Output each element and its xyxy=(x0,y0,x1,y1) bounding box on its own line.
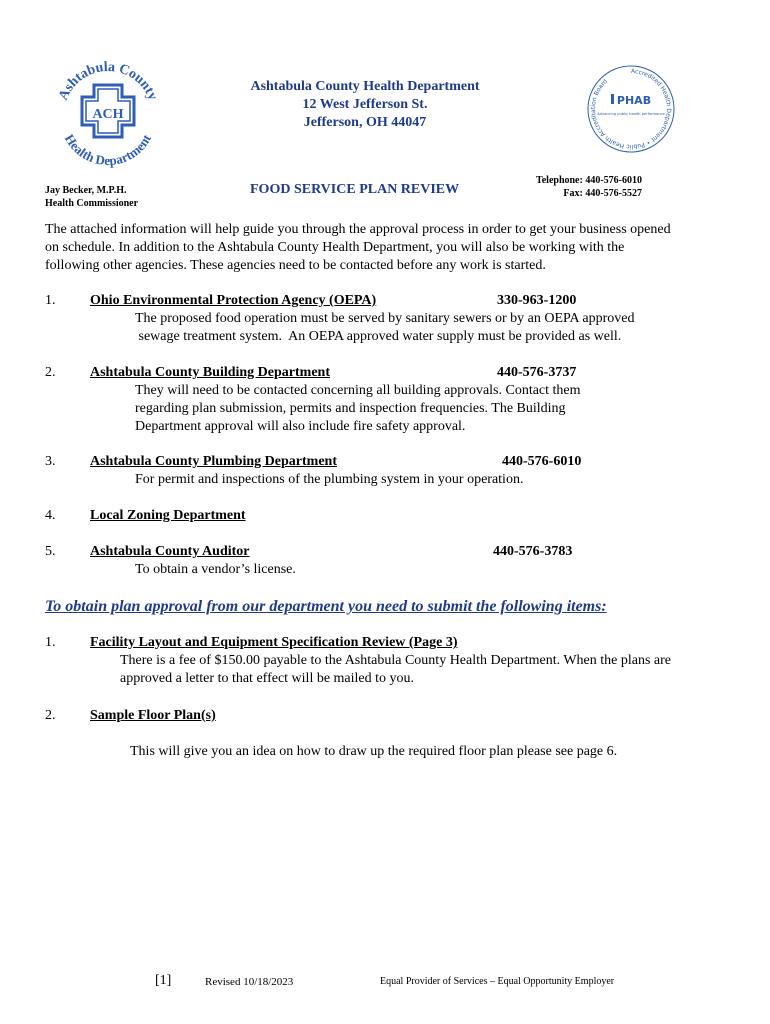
contact-block xyxy=(480,174,642,200)
seal-top-text: Ashtabula County xyxy=(56,59,160,103)
agency-name: Ashtabula County Auditor xyxy=(90,544,250,559)
document-title: FOOD SERVICE PLAN REVIEW xyxy=(250,182,460,197)
desc-line: They will need to be contacted concerning all building approvals. Contact them xyxy=(135,383,581,398)
intro-line: The attached information will help guide you through the approval process in order to get your business opened xyxy=(45,222,671,237)
telephone-number: Telephone: 440-576-6010 xyxy=(535,175,642,186)
agency-phone: 440-576-3783 xyxy=(493,544,573,559)
agency-desc xyxy=(135,561,296,579)
agency-name: Ashtabula County Building Department xyxy=(90,365,330,380)
item-number: 1. xyxy=(45,635,56,650)
intro-line: following other agencies. These agencies need to be contacted before any work is started. xyxy=(45,258,546,273)
item-number: 5. xyxy=(45,544,56,559)
phab-logo xyxy=(585,63,677,155)
desc-line: This will give you an idea on how to draw up the required floor plan please see page 6. xyxy=(130,744,618,759)
agency-phone: 330-963-1200 xyxy=(497,293,577,308)
item-name: Sample Floor Plan(s) xyxy=(90,708,216,723)
seal-monogram: ACH xyxy=(92,107,124,122)
header-address xyxy=(200,78,530,132)
item-number: 4. xyxy=(45,508,56,523)
header-org-name: Ashtabula County Health Department xyxy=(250,79,480,94)
agency-phone: 440-576-6010 xyxy=(502,454,582,469)
phab-sub-text: Advancing public health performance xyxy=(597,112,665,116)
desc-line: For permit and inspections of the plumbing system in your operation. xyxy=(135,472,524,487)
intro-paragraph xyxy=(45,221,735,275)
header-city: Jefferson, OH 44047 xyxy=(303,115,427,130)
seal-bottom-text: Health Department xyxy=(61,131,155,169)
agency-phone: 440-576-3737 xyxy=(497,365,577,380)
revised-date: Revised 10/18/2023 xyxy=(205,976,294,988)
desc-line: regarding plan submission, permits and inspection frequencies. The Building xyxy=(135,401,566,416)
agency-name: Ohio Environmental Protection Agency (OEPA) xyxy=(90,293,377,308)
desc-line: sewage treatment system. An OEPA approved water supply must be provided as well. xyxy=(135,329,622,344)
desc-line: The proposed food operation must be served by sanitary sewers or by an OEPA approved xyxy=(135,311,635,326)
desc-line: To obtain a vendor’s license. xyxy=(135,562,296,577)
desc-line: approved a letter to that effect will be mailed to you. xyxy=(120,671,415,686)
commissioner-title: Health Commissioner xyxy=(45,198,139,209)
item-number: 3. xyxy=(45,454,56,469)
header-street: 12 West Jefferson St. xyxy=(302,97,428,112)
seal-cross-icon xyxy=(82,85,134,137)
agency-name: Local Zoning Department xyxy=(90,508,246,523)
equal-opportunity-note: Equal Provider of Services – Equal Opportunity Employer xyxy=(380,976,615,987)
agency-desc xyxy=(135,310,634,346)
item-name: Facility Layout and Equipment Specification Review (Page 3) xyxy=(90,635,458,650)
commissioner-block xyxy=(45,184,138,210)
commissioner-name: Jay Becker, M.P.H. xyxy=(45,185,127,196)
phab-ring-text: Accredited Health Department • Public Health Accreditation Board xyxy=(589,67,673,151)
item-desc xyxy=(120,652,671,688)
item-number: 2. xyxy=(45,708,56,723)
county-seal xyxy=(50,55,165,170)
intro-line: on schedule. In addition to the Ashtabula County Health Department, you will also be working with the xyxy=(45,240,625,255)
agency-desc xyxy=(135,471,523,489)
agency-desc xyxy=(135,382,581,436)
page-number: [1] xyxy=(155,973,172,988)
item-number: 2. xyxy=(45,365,56,380)
desc-line: Department approval will also include fire safety approval. xyxy=(135,419,466,434)
section-title: To obtain plan approval from our department you need to submit the following items: xyxy=(45,598,607,615)
fax-number: Fax: 440-576-5527 xyxy=(563,188,642,199)
phab-logo-text: PHAB xyxy=(616,94,652,107)
agency-name: Ashtabula County Plumbing Department xyxy=(90,454,337,469)
item-desc xyxy=(130,743,617,761)
desc-line: There is a fee of $150.00 payable to the Ashtabula County Health Department. When the plans are xyxy=(120,653,672,668)
item-number: 1. xyxy=(45,293,56,308)
